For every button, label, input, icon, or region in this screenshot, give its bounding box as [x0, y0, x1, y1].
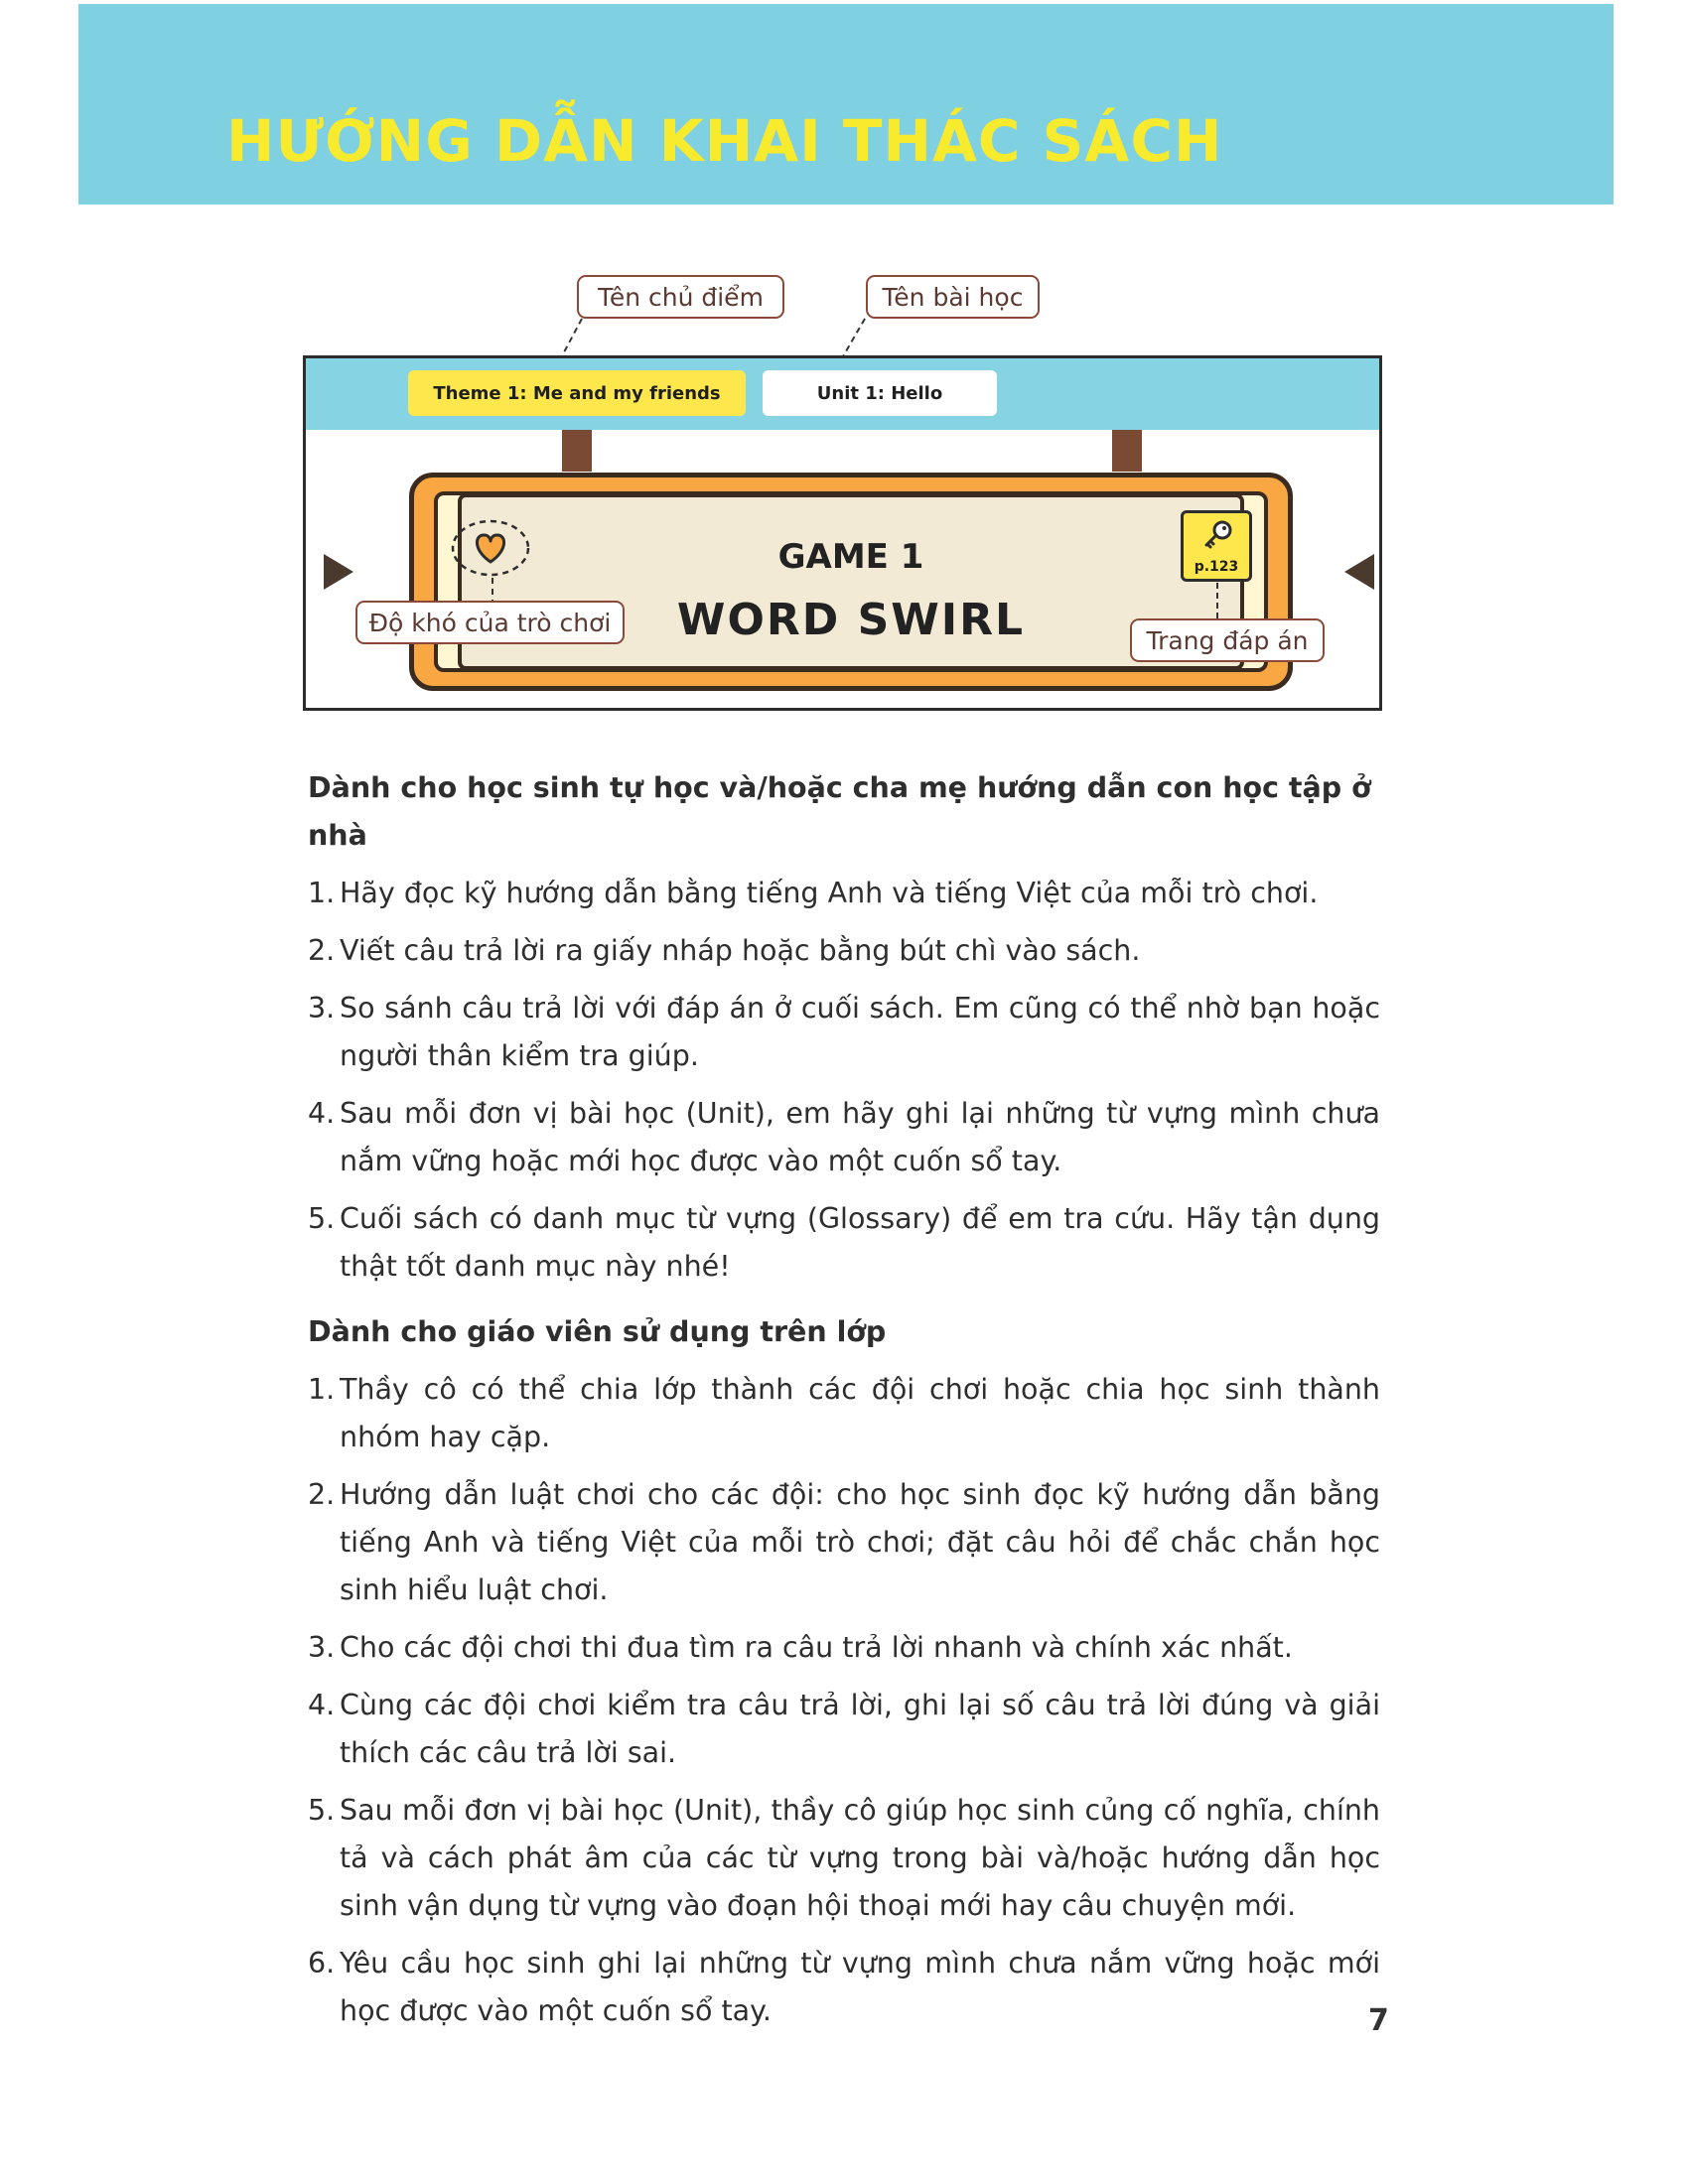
theme-tag: Theme 1: Me and my friends [408, 370, 746, 416]
list-item: 2. Hướng dẫn luật chơi cho các đội: cho học sinh đọc kỹ hướng dẫn bằng tiếng Anh và tiếng Việt của mỗi trò chơi; đặt câu hỏi để chắc chắn học sinh hiểu luật chơi. [308, 1478, 1380, 1606]
callout-difficulty: Độ khó của trò chơi [355, 601, 625, 644]
answer-page-badge [1181, 510, 1252, 582]
list-item: 3. Cho các đội chơi thi đua tìm ra câu trả lời nhanh và chính xác nhất. [308, 1631, 1293, 1664]
game-header-figure [303, 355, 1382, 711]
list-item: 1. Thầy cô có thể chia lớp thành các đội chơi hoặc chia học sinh thành nhóm hay cặp. [308, 1373, 1380, 1453]
list-item: 2. Viết câu trả lời ra giấy nháp hoặc bằng bút chì vào sách. [308, 934, 1141, 967]
list-item: 4. Sau mỗi đơn vị bài học (Unit), em hãy ghi lại những từ vựng mình chưa nắm vững hoặc mới học được vào một cuốn sổ tay. [308, 1097, 1380, 1177]
key-icon [1201, 518, 1235, 552]
list-item: 6. Yêu cầu học sinh ghi lại những từ vựng mình chưa nắm vững hoặc mới học được vào một cuốn sổ tay. [308, 1947, 1380, 2027]
difficulty-heart-icon [451, 518, 530, 578]
teacher-section-heading: Dành cho giáo viên sử dụng trên lớp [308, 1315, 887, 1348]
list-item: 4. Cùng các đội chơi kiểm tra câu trả lời, ghi lại số câu trả lời đúng và giải thích các câu trả lời sai. [308, 1689, 1380, 1769]
callout-answer-page: Trang đáp án [1130, 618, 1325, 662]
sign-post-right [1112, 430, 1142, 472]
list-item: 5. Sau mỗi đơn vị bài học (Unit), thầy cô giúp học sinh củng cố nghĩa, chính tả và cách phát âm của các từ vựng trong bài và/hoặc hướng dẫn học sinh vận dụng từ vựng vào đoạn hội thoại mới hay câu chuyện mới. [308, 1794, 1380, 1922]
callout-unit-name: Tên bài học [866, 275, 1040, 319]
list-item: 3. So sánh câu trả lời với đáp án ở cuối sách. Em cũng có thể nhờ bạn hoặc người thân kiểm tra giúp. [308, 992, 1380, 1072]
leader-line-answer [1216, 583, 1218, 618]
game-number: GAME 1 [777, 537, 924, 577]
home-section-heading: Dành cho học sinh tự học và/hoặc cha mẹ hướng dẫn con học tập ở nhà [308, 771, 1371, 852]
list-item: 1. Hãy đọc kỹ hướng dẫn bằng tiếng Anh và tiếng Việt của mỗi trò chơi. [308, 877, 1319, 909]
list-item: 5. Cuối sách có danh mục từ vựng (Glossary) để em tra cứu. Hãy tận dụng thật tốt danh mục này nhé! [308, 1202, 1380, 1283]
arrow-right-icon [324, 554, 353, 590]
callout-theme-name: Tên chủ điểm [577, 275, 784, 319]
game-name: WORD SWIRL [676, 595, 1026, 645]
answer-page-number: p.123 [1194, 559, 1239, 575]
leader-line-unit [840, 319, 866, 361]
arrow-left-icon [1344, 554, 1374, 590]
sign-post-left [562, 430, 592, 472]
home-instructions-list [308, 870, 1380, 1291]
instructions-content [308, 764, 1380, 2053]
page-title: HƯỚNG DẪN KHAI THÁC SÁCH [226, 107, 1223, 175]
teacher-instructions-list [308, 1366, 1380, 2035]
unit-tag: Unit 1: Hello [763, 370, 997, 416]
page-number: 7 [1368, 2003, 1389, 2038]
